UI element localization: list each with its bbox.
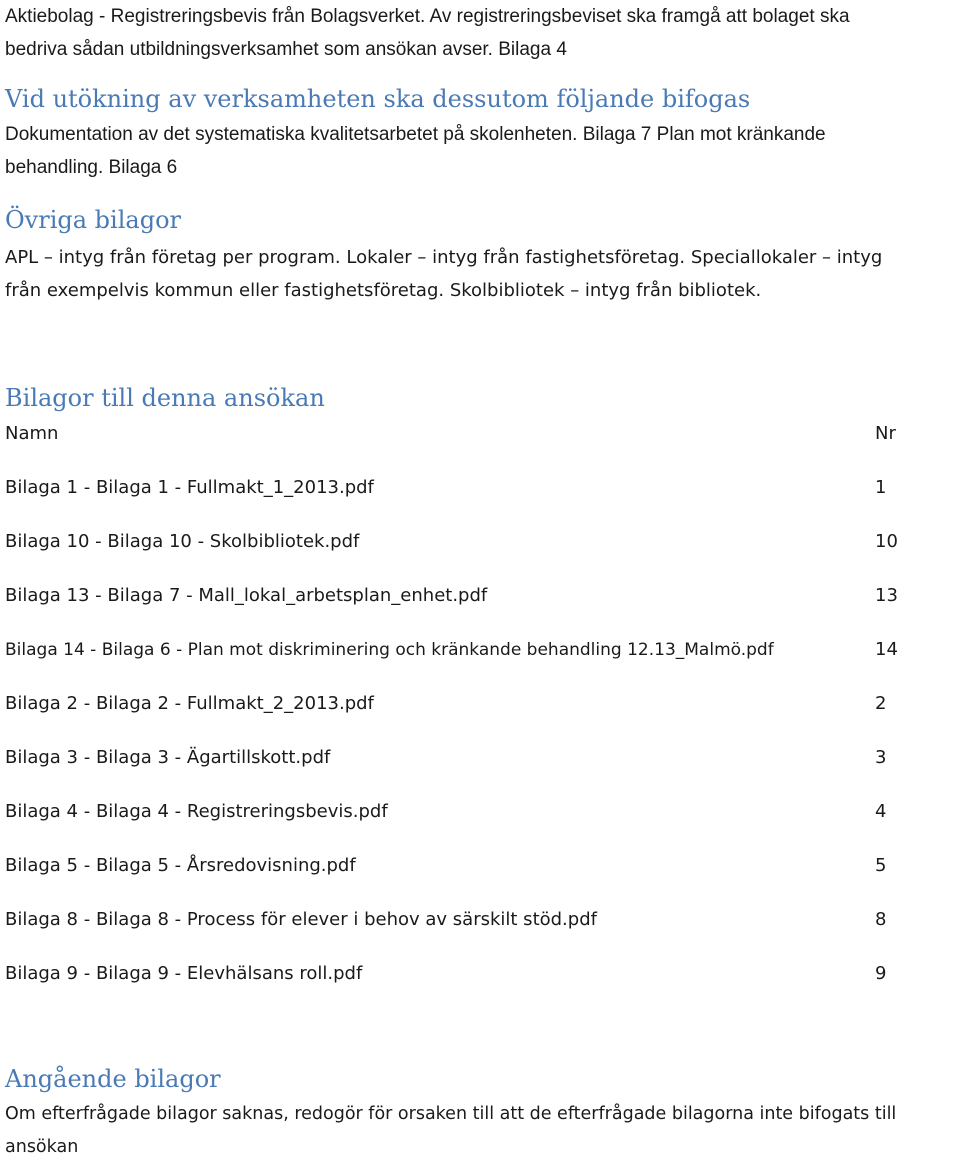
attachment-nr: 10 bbox=[875, 531, 898, 552]
table-header-row bbox=[5, 420, 905, 448]
intro-paragraph bbox=[5, 0, 955, 66]
attachment-name: Bilaga 13 - Bilaga 7 - Mall_lokal_arbetsplan_enhet.pdf bbox=[5, 585, 488, 606]
other-line-1: APL – intyg från företag per program. Lokaler – intyg från fastighetsföretag. Speciallokaler – intyg bbox=[5, 247, 883, 268]
table-row bbox=[5, 744, 905, 772]
table-row bbox=[5, 636, 905, 664]
table-row bbox=[5, 690, 905, 718]
attachment-nr: 8 bbox=[875, 909, 887, 930]
regarding-paragraph bbox=[5, 1098, 960, 1164]
attachment-nr: 3 bbox=[875, 747, 887, 768]
intro-line-1: Aktiebolag - Registreringsbevis från Bolagsverket. Av registreringsbeviset ska framgå att bolaget ska bbox=[5, 6, 850, 27]
attachment-name: Bilaga 4 - Bilaga 4 - Registreringsbevis.pdf bbox=[5, 801, 388, 822]
expansion-line-2: behandling. Bilaga 6 bbox=[5, 157, 178, 178]
attachment-name: Bilaga 3 - Bilaga 3 - Ägartillskott.pdf bbox=[5, 747, 331, 768]
table-row bbox=[5, 852, 905, 880]
attachment-nr: 14 bbox=[875, 639, 898, 660]
attachment-name: Bilaga 8 - Bilaga 8 - Process för elever i behov av särskilt stöd.pdf bbox=[5, 909, 597, 930]
attachment-nr: 5 bbox=[875, 855, 887, 876]
expansion-heading: Vid utökning av verksamheten ska dessutom följande bifogas bbox=[5, 85, 751, 113]
attachment-nr: 4 bbox=[875, 801, 887, 822]
regarding-line-2: ansökan bbox=[5, 1137, 79, 1157]
expansion-line-1: Dokumentation av det systematiska kvalitetsarbetet på skolenheten. Bilaga 7 Plan mot kränkande bbox=[5, 124, 826, 145]
attachment-name: Bilaga 5 - Bilaga 5 - Årsredovisning.pdf bbox=[5, 855, 356, 876]
table-row bbox=[5, 528, 905, 556]
column-header-nr: Nr bbox=[875, 423, 896, 444]
other-attachments-paragraph bbox=[5, 241, 960, 307]
attachment-nr: 13 bbox=[875, 585, 898, 606]
expansion-paragraph bbox=[5, 118, 955, 184]
table-row bbox=[5, 906, 905, 934]
regarding-line-1: Om efterfrågade bilagor saknas, redogör för orsaken till att de efterfrågade bilagorna inte bifogats till bbox=[5, 1104, 897, 1124]
attachment-name: Bilaga 2 - Bilaga 2 - Fullmakt_2_2013.pdf bbox=[5, 693, 374, 714]
attachments-heading: Bilagor till denna ansökan bbox=[5, 384, 325, 412]
attachment-nr: 2 bbox=[875, 693, 887, 714]
attachment-nr: 9 bbox=[875, 963, 887, 984]
other-line-2: från exempelvis kommun eller fastighetsföretag. Skolbibliotek – intyg från bibliotek. bbox=[5, 280, 762, 301]
attachment-name: Bilaga 14 - Bilaga 6 - Plan mot diskriminering och kränkande behandling 12.13_Malmö.pdf bbox=[5, 640, 774, 660]
column-header-name: Namn bbox=[5, 423, 59, 444]
table-row bbox=[5, 474, 905, 502]
attachment-nr: 1 bbox=[875, 477, 887, 498]
other-attachments-heading: Övriga bilagor bbox=[5, 206, 181, 234]
intro-line-2: bedriva sådan utbildningsverksamhet som ansökan avser. Bilaga 4 bbox=[5, 39, 567, 60]
table-row bbox=[5, 798, 905, 826]
regarding-attachments-heading: Angående bilagor bbox=[5, 1065, 221, 1093]
attachment-name: Bilaga 10 - Bilaga 10 - Skolbibliotek.pdf bbox=[5, 531, 360, 552]
attachment-name: Bilaga 1 - Bilaga 1 - Fullmakt_1_2013.pdf bbox=[5, 477, 374, 498]
attachment-name: Bilaga 9 - Bilaga 9 - Elevhälsans roll.pdf bbox=[5, 963, 363, 984]
table-row bbox=[5, 960, 905, 988]
table-row bbox=[5, 582, 905, 610]
